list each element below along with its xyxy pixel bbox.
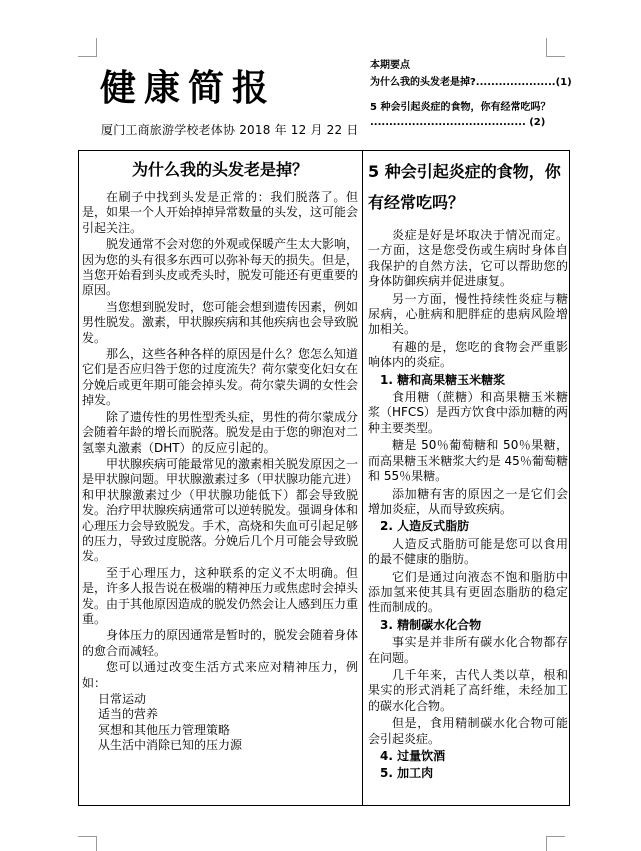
- paragraph: 有趣的是，您吃的食物会严重影响体内的炎症。: [368, 339, 568, 370]
- table-of-contents: [370, 58, 580, 140]
- paragraph: 身体压力的原因通常是暂时的，脱发会随着身体的愈合而减轻。: [82, 628, 359, 658]
- article-hair-loss: [82, 156, 358, 754]
- toc-item[interactable]: 为什么我的头发老是掉?.....................(1): [370, 77, 572, 88]
- article-inflammatory-foods: [368, 156, 568, 784]
- paragraph: 但是，食用精制碳水化合物可能会引起炎症。: [368, 716, 568, 746]
- section-heading: 4. 过量饮酒: [380, 749, 446, 763]
- list-item: 日常运动: [98, 692, 147, 706]
- paragraph: 添加糖有害的原因之一是它们会增加炎症，从而导致疾病。: [368, 486, 568, 516]
- paragraph: 您可以通过改变生活方式来应对精神压力，例如：: [82, 660, 358, 690]
- crop-mark-top-left: [78, 38, 97, 57]
- paragraph: 炎症是好是坏取决于情况而定。一方面，这是您受伤或生病时身体自我保护的自然方法，它可以帮助您的身体防御疾病并促进康复。: [368, 228, 568, 289]
- paragraph: 另一方面，慢性持续性炎症与糖尿病，心脏病和肥胖症的患病风险增加相关。: [368, 291, 568, 337]
- paragraph: 当您想到脱发时，您可能会想到遗传因素，例如男性脱发。激素，甲状腺疾病和其他疾病也会导致脱发。: [82, 299, 359, 345]
- crop-mark-bottom-left: [78, 836, 97, 851]
- list-item: 适当的营养: [98, 707, 159, 722]
- paragraph: 除了遗传性的男性型秃头症，男性的荷尔蒙成分会随着年龄的增长而脱落。脱发是由于您的卵泡对二氢睾丸激素（DHT）的反应引起的。: [82, 409, 359, 455]
- paragraph: 甲状腺疾病可能最常见的激素相关脱发原因之一是甲状腺问题。甲状腺激素过多（甲状腺功能亢进）和甲状腺激素过少（甲状腺功能低下）都会导致脱发。治疗甲状腺疾病通常可以逆转脱发。强调身体和心理压力会导致脱发。手术，高烧和失血可引起足够的压力，导致过度脱落。分娩后几个月可能会导致脱发。: [82, 456, 359, 564]
- paragraph: 至于心理压力，这种联系的定义不太明确。但是，许多人报告说在极端的精神压力或焦虑时会掉头发。由于其他原因造成的脱发仍然会让人感到压力重重。: [82, 565, 359, 626]
- newsletter-masthead: 健康简报: [100, 67, 277, 109]
- article-title: 为什么我的头发老是掉？: [131, 160, 308, 179]
- article-title: 5 种会引起炎症的食物，你有经常吃吗？: [368, 162, 561, 212]
- paragraph: 脱发通常不会对您的外观或保暖产生太大影响，因为您的头有很多东西可以弥补每天的损失。但是，当您开始看到头皮或秃头时，脱发可能还有更重要的原因。: [82, 237, 359, 298]
- list-item: 冥想和其他压力管理策略: [98, 722, 231, 737]
- section-heading: 3. 精制碳水化合物: [380, 617, 482, 632]
- paragraph: 人造反式脂肪可能是您可以食用的最不健康的脂肪。: [368, 536, 568, 567]
- paragraph: 它们是通过向液态不饱和脂肪中添加氢来使其具有更固态脂肪的稳定性而制成的。: [368, 569, 568, 615]
- section-heading: 1. 糖和高果糖玉米糖浆: [380, 372, 506, 387]
- list-item: 从生活中消除已知的压力源: [98, 738, 243, 753]
- paragraph: 那么，这些各种各样的原因是什么？您怎么知道它们是否应归咎于您的过度流失？荷尔蒙变化妇女在分娩后或更年期可能会掉头发。荷尔蒙失调的女性会掉发。: [82, 347, 359, 408]
- column-divider: [362, 150, 363, 806]
- section-heading: 2. 人造反式脂肪: [380, 519, 470, 534]
- crop-mark-bottom-right: [546, 836, 565, 851]
- paragraph: 在刷子中找到头发是正常的：我们脱落了。但是，如果一个人开始掉掉异常数量的头发，这可能会引起关注。: [82, 190, 359, 235]
- paragraph: 食用糖（蔗糖）和高果糖玉米糖浆（HFCS）是西方饮食中添加糖的两种主要类型。: [368, 390, 568, 435]
- section-heading: 5. 加工肉: [380, 766, 434, 781]
- paragraph: 几千年来，古代人类以草，根和果实的形式消耗了高纤维，未经加工的碳水化合物。: [368, 667, 568, 713]
- publisher-date-line: 厦门工商旅游学校老体协 2018 年 12 月 22 日: [101, 123, 359, 137]
- toc-heading: 本期要点: [370, 60, 410, 71]
- crop-mark-top-right: [546, 38, 565, 57]
- toc-item[interactable]: 5 种会引起炎症的食物，你有经常吃吗？ ......................................... (2): [370, 102, 551, 128]
- paragraph: 糖是 50％葡萄糖和 50％果糖，而高果糖玉米糖浆大约是 45％葡萄糖和 55％果糖。: [368, 438, 568, 484]
- paragraph: 事实是并非所有碳水化合物都存在问题。: [368, 635, 568, 665]
